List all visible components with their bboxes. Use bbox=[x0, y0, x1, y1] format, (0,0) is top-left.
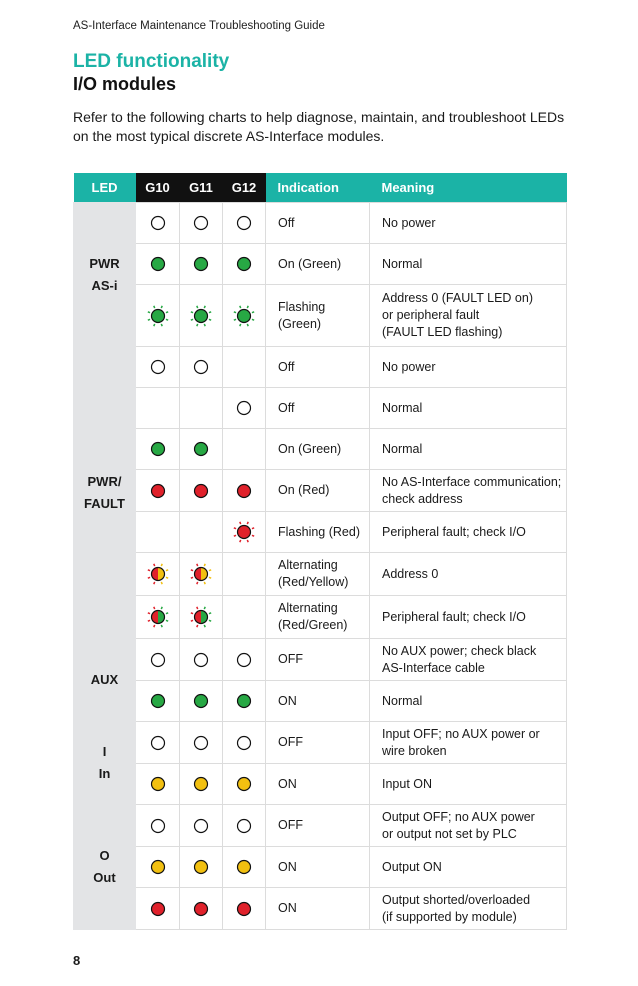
led-cell-g12 bbox=[223, 388, 266, 429]
meaning-cell bbox=[370, 847, 567, 888]
indication-cell bbox=[266, 285, 370, 347]
meaning-cell-line: Output shorted/overloaded bbox=[382, 892, 531, 907]
meaning-cell bbox=[370, 596, 567, 639]
indication-cell bbox=[266, 805, 370, 847]
table-row bbox=[74, 639, 567, 681]
led-red-icon bbox=[233, 898, 255, 920]
led-yellow-icon bbox=[233, 856, 255, 878]
led-cell-g11 bbox=[180, 388, 223, 429]
indication-cell bbox=[266, 512, 370, 553]
led-off-icon bbox=[190, 356, 212, 378]
led-group-label bbox=[74, 203, 136, 347]
led-cell-g12 bbox=[223, 888, 266, 930]
led-cell-g10 bbox=[136, 722, 180, 764]
meaning-cell bbox=[370, 681, 567, 722]
led-group-label bbox=[74, 639, 136, 722]
led-flash-red-icon bbox=[233, 521, 255, 543]
indication-cell-line: ON bbox=[278, 693, 297, 708]
led-off-icon bbox=[147, 356, 169, 378]
indication-cell-line: ON bbox=[278, 901, 297, 915]
led-cell-g11 bbox=[180, 203, 223, 244]
meaning-cell-line: Input OFF; no AUX power or bbox=[382, 726, 540, 741]
led-group-label bbox=[74, 347, 136, 639]
meaning-cell-line: or output not set by PLC bbox=[382, 826, 517, 841]
led-flash-green-icon bbox=[190, 305, 212, 327]
indication-cell-line: On (Green) bbox=[278, 441, 342, 456]
led-cell-g11 bbox=[180, 596, 223, 639]
led-cell-g12 bbox=[223, 244, 266, 285]
table-header-row bbox=[74, 173, 567, 203]
led-off-icon bbox=[147, 732, 169, 754]
indication-cell-line: (Red/Green) bbox=[278, 618, 348, 632]
meaning-cell bbox=[370, 347, 567, 388]
led-off-icon bbox=[190, 649, 212, 671]
meaning-cell-line: Address 0 (FAULT LED on) bbox=[382, 291, 533, 305]
meaning-cell-line: Peripheral fault; check I/O bbox=[382, 524, 526, 539]
led-green-icon bbox=[233, 690, 255, 712]
meaning-cell-line: Output ON bbox=[382, 859, 442, 874]
led-cell-g12 bbox=[223, 805, 266, 847]
indication-cell-line: OFF bbox=[278, 735, 303, 749]
indication-cell-line: Off bbox=[278, 400, 295, 415]
section-subtitle: I/O modules bbox=[73, 74, 177, 94]
led-group-label-line: O bbox=[99, 848, 110, 863]
indication-cell bbox=[266, 203, 370, 244]
meaning-cell bbox=[370, 722, 567, 764]
led-cell-g11 bbox=[180, 429, 223, 470]
meaning-cell bbox=[370, 285, 567, 347]
led-green-icon bbox=[190, 438, 212, 460]
led-cell-g10 bbox=[136, 470, 180, 512]
led-cell-g10 bbox=[136, 681, 180, 722]
meaning-cell-line: Normal bbox=[382, 441, 423, 456]
led-red-icon bbox=[190, 898, 212, 920]
led-off-icon bbox=[147, 815, 169, 837]
meaning-cell-line: (if supported by module) bbox=[382, 909, 517, 924]
meaning-cell-line: Address 0 bbox=[382, 566, 439, 581]
led-group-label-line: AS-i bbox=[91, 277, 118, 293]
led-cell-g11 bbox=[180, 764, 223, 805]
led-cell-g12 bbox=[223, 596, 266, 639]
led-cell-g10 bbox=[136, 764, 180, 805]
table-row bbox=[74, 203, 567, 244]
led-group-label-line: FAULT bbox=[84, 495, 125, 511]
led-cell-g11 bbox=[180, 347, 223, 388]
meaning-cell-line: No AS-Interface communication; bbox=[382, 474, 562, 489]
led-off-icon bbox=[233, 649, 255, 671]
led-cell-g12 bbox=[223, 470, 266, 512]
led-alt-red-green-icon bbox=[147, 606, 169, 628]
led-alt-red-green-icon bbox=[190, 606, 212, 628]
meaning-cell bbox=[370, 512, 567, 553]
led-cell-g12 bbox=[223, 429, 266, 470]
led-red-icon bbox=[147, 480, 169, 502]
led-yellow-icon bbox=[147, 773, 169, 795]
indication-cell-line: OFF bbox=[278, 652, 303, 666]
led-cell-g12 bbox=[223, 347, 266, 388]
table-row bbox=[74, 285, 567, 347]
indication-cell-line: On (Green) bbox=[278, 256, 342, 271]
section-title: LED functionality bbox=[73, 51, 230, 72]
led-cell-g11 bbox=[180, 285, 223, 347]
indication-cell bbox=[266, 596, 370, 639]
running-header: AS-Interface Maintenance Troubleshooting Guide bbox=[73, 20, 325, 32]
indication-cell bbox=[266, 244, 370, 285]
led-group-label bbox=[74, 805, 136, 930]
meaning-cell bbox=[370, 203, 567, 244]
led-green-icon bbox=[147, 438, 169, 460]
header-meaning: Meaning bbox=[370, 173, 567, 203]
led-green-icon bbox=[233, 253, 255, 275]
led-cell-g11 bbox=[180, 244, 223, 285]
indication-cell-line: (Green) bbox=[278, 316, 322, 331]
led-off-icon bbox=[233, 732, 255, 754]
led-cell-g11 bbox=[180, 681, 223, 722]
led-cell-g12 bbox=[223, 203, 266, 244]
meaning-cell bbox=[370, 470, 567, 512]
led-cell-g12 bbox=[223, 847, 266, 888]
meaning-cell-line: wire broken bbox=[382, 743, 447, 758]
meaning-cell-line: No AUX power; check black bbox=[382, 643, 537, 658]
led-yellow-icon bbox=[190, 773, 212, 795]
led-green-icon bbox=[147, 690, 169, 712]
table-row bbox=[74, 470, 567, 512]
header-g12: G12 bbox=[223, 173, 266, 203]
indication-cell bbox=[266, 470, 370, 512]
indication-cell bbox=[266, 888, 370, 930]
led-cell-g10 bbox=[136, 388, 180, 429]
led-cell-g12 bbox=[223, 681, 266, 722]
meaning-cell bbox=[370, 244, 567, 285]
indication-cell bbox=[266, 347, 370, 388]
led-off-icon bbox=[147, 212, 169, 234]
table-body bbox=[74, 203, 567, 930]
meaning-cell-line: Normal bbox=[382, 256, 423, 271]
indication-cell-line: OFF bbox=[278, 818, 303, 832]
meaning-cell-line: No power bbox=[382, 215, 436, 230]
intro-paragraph: Refer to the following charts to help diagnose, maintain, and troubleshoot LEDs on the most typical discrete AS-Interface modules. bbox=[73, 109, 565, 144]
table-row bbox=[74, 681, 567, 722]
meaning-cell-line: Output OFF; no AUX power bbox=[382, 809, 535, 824]
led-cell-g10 bbox=[136, 244, 180, 285]
led-alt-red-yellow-icon bbox=[190, 563, 212, 585]
led-cell-g12 bbox=[223, 553, 266, 596]
indication-cell bbox=[266, 681, 370, 722]
indication-cell-line: ON bbox=[278, 776, 297, 791]
led-yellow-icon bbox=[147, 856, 169, 878]
led-cell-g12 bbox=[223, 722, 266, 764]
led-group-label-line: Out bbox=[93, 870, 116, 885]
led-cell-g11 bbox=[180, 639, 223, 681]
led-red-icon bbox=[190, 480, 212, 502]
table-row bbox=[74, 722, 567, 764]
led-green-icon bbox=[147, 253, 169, 275]
led-green-icon bbox=[190, 253, 212, 275]
indication-cell-line: Alternating bbox=[278, 558, 338, 572]
indication-cell-line: (Red/Yellow) bbox=[278, 575, 349, 589]
indication-cell-line: Off bbox=[278, 359, 295, 374]
led-group-label-line: I bbox=[102, 744, 107, 759]
table-row bbox=[74, 244, 567, 285]
led-cell-g10 bbox=[136, 847, 180, 888]
meaning-cell bbox=[370, 805, 567, 847]
meaning-cell-line: Normal bbox=[382, 400, 423, 415]
table-row bbox=[74, 388, 567, 429]
led-cell-g11 bbox=[180, 553, 223, 596]
table-row bbox=[74, 429, 567, 470]
led-off-icon bbox=[147, 649, 169, 671]
led-table bbox=[73, 173, 567, 930]
meaning-cell-line: Peripheral fault; check I/O bbox=[382, 609, 526, 624]
indication-cell-line: Flashing (Red) bbox=[278, 524, 360, 539]
led-group-label-line: PWR bbox=[89, 255, 120, 271]
indication-cell bbox=[266, 764, 370, 805]
led-cell-g11 bbox=[180, 512, 223, 553]
indication-cell bbox=[266, 553, 370, 596]
led-cell-g10 bbox=[136, 512, 180, 553]
meaning-cell bbox=[370, 429, 567, 470]
indication-cell-line: On (Red) bbox=[278, 483, 330, 497]
led-group-label-line: PWR/ bbox=[87, 473, 122, 489]
led-off-icon bbox=[190, 212, 212, 234]
meaning-cell-line: Normal bbox=[382, 693, 423, 708]
header-g11: G11 bbox=[180, 173, 223, 203]
page-number: 8 bbox=[73, 953, 81, 968]
led-cell-g12 bbox=[223, 764, 266, 805]
table-row bbox=[74, 764, 567, 805]
led-red-icon bbox=[147, 898, 169, 920]
table-row bbox=[74, 347, 567, 388]
led-group-label bbox=[74, 722, 136, 805]
led-cell-g12 bbox=[223, 512, 266, 553]
led-green-icon bbox=[190, 690, 212, 712]
header-indication: Indication bbox=[266, 173, 370, 203]
led-alt-red-yellow-icon bbox=[147, 563, 169, 585]
led-group-label-line: AUX bbox=[90, 672, 119, 687]
indication-cell-line: Off bbox=[278, 215, 295, 230]
indication-cell-line: ON bbox=[278, 859, 297, 874]
led-off-icon bbox=[233, 212, 255, 234]
table-row bbox=[74, 553, 567, 596]
led-cell-g10 bbox=[136, 805, 180, 847]
meaning-cell bbox=[370, 553, 567, 596]
led-off-icon bbox=[190, 732, 212, 754]
indication-cell-line: Flashing bbox=[278, 299, 326, 314]
header-led: LED bbox=[74, 173, 136, 203]
meaning-cell bbox=[370, 764, 567, 805]
table-row bbox=[74, 596, 567, 639]
indication-cell-line: Alternating bbox=[278, 601, 338, 615]
table-row bbox=[74, 512, 567, 553]
table-row bbox=[74, 805, 567, 847]
led-cell-g10 bbox=[136, 285, 180, 347]
led-cell-g10 bbox=[136, 639, 180, 681]
meaning-cell-line: (FAULT LED flashing) bbox=[382, 325, 503, 339]
led-cell-g11 bbox=[180, 888, 223, 930]
led-cell-g10 bbox=[136, 203, 180, 244]
led-cell-g10 bbox=[136, 347, 180, 388]
led-cell-g10 bbox=[136, 596, 180, 639]
meaning-cell-line: or peripheral fault bbox=[382, 308, 480, 322]
led-off-icon bbox=[190, 815, 212, 837]
meaning-cell bbox=[370, 639, 567, 681]
led-cell-g10 bbox=[136, 429, 180, 470]
led-cell-g11 bbox=[180, 847, 223, 888]
indication-cell bbox=[266, 722, 370, 764]
indication-cell bbox=[266, 847, 370, 888]
meaning-cell bbox=[370, 388, 567, 429]
header-g10: G10 bbox=[136, 173, 180, 203]
led-cell-g12 bbox=[223, 285, 266, 347]
meaning-cell-line: check address bbox=[382, 491, 463, 506]
indication-cell bbox=[266, 429, 370, 470]
led-off-icon bbox=[233, 397, 255, 419]
table-row bbox=[74, 847, 567, 888]
led-cell-g11 bbox=[180, 805, 223, 847]
led-off-icon bbox=[233, 815, 255, 837]
led-cell-g11 bbox=[180, 722, 223, 764]
led-group-label-line: In bbox=[98, 766, 111, 781]
led-yellow-icon bbox=[233, 773, 255, 795]
meaning-cell-line: No power bbox=[382, 359, 436, 374]
led-cell-g11 bbox=[180, 470, 223, 512]
led-flash-green-icon bbox=[233, 305, 255, 327]
led-yellow-icon bbox=[190, 856, 212, 878]
led-cell-g12 bbox=[223, 639, 266, 681]
meaning-cell-line: Input ON bbox=[382, 776, 433, 791]
meaning-cell bbox=[370, 888, 567, 930]
led-flash-green-icon bbox=[147, 305, 169, 327]
table-row bbox=[74, 888, 567, 930]
led-cell-g10 bbox=[136, 553, 180, 596]
indication-cell bbox=[266, 639, 370, 681]
led-cell-g10 bbox=[136, 888, 180, 930]
meaning-cell-line: AS-Interface cable bbox=[382, 660, 485, 675]
led-red-icon bbox=[233, 480, 255, 502]
indication-cell bbox=[266, 388, 370, 429]
